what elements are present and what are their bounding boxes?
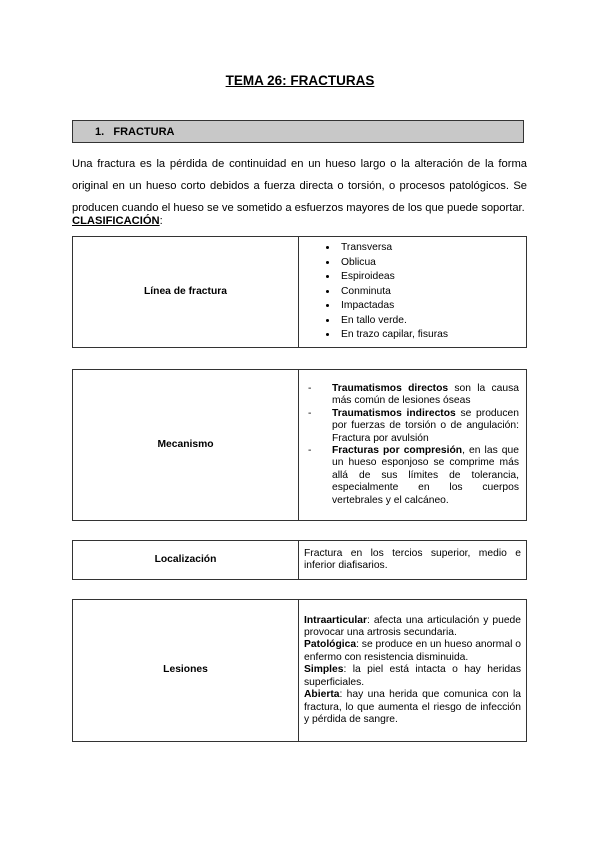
list-item: • En trazo capilar, fisuras: [338, 328, 521, 343]
item-text: : hay una herida que comunica con la fractura, lo que aumenta el riesgo de infección y pérdida de sangre.: [304, 689, 521, 725]
item-term: Traumatismos directos: [332, 382, 449, 394]
item-term: Intraarticular: [304, 614, 367, 626]
table-linea-fractura: [72, 236, 527, 348]
item-text: se producen por fuerzas de torsión o de angulación: Fractura por avulsión: [332, 407, 519, 444]
list-item: • Transversa: [338, 241, 521, 256]
item-term: Traumatismos indirectos: [332, 407, 456, 419]
list-item: • Espiroideas: [338, 270, 521, 285]
item-term: Abierta: [304, 689, 340, 701]
classification-suffix: :: [159, 215, 163, 227]
localizacion-label: Localización: [73, 541, 299, 580]
item-text: : se produce en un hueso anormal o enfermo con resistencia disminuida.: [304, 639, 521, 663]
item-term: Simples: [304, 664, 344, 676]
mecanismo-label: Mecanismo: [73, 370, 299, 521]
linea-list: [304, 241, 521, 343]
mecanismo-content: [299, 370, 527, 521]
item-text: , en las que un hueso esponjoso se comprime más allá de sus límites de tolerancia, especialmente en los cuerpos vertebrales y el calcáneo.: [332, 445, 519, 506]
lesion-item: [304, 664, 521, 689]
list-item: • En tallo verde.: [338, 314, 521, 329]
classification-heading: [72, 215, 163, 227]
section-number: 1.: [95, 126, 105, 138]
lesion-item: [304, 615, 521, 640]
mecanismo-list: [304, 383, 521, 507]
lesiones-label: Lesiones: [73, 600, 299, 742]
page-title: TEMA 26: FRACTURAS: [225, 73, 375, 88]
list-item: [332, 408, 521, 445]
item-term: Fracturas por compresión: [332, 445, 463, 456]
table-localizacion: [72, 540, 527, 580]
item-text: : la piel está intacta o hay heridas superficiales.: [304, 664, 521, 688]
list-item: [332, 383, 521, 408]
list-item: [332, 445, 521, 507]
section-label: FRACTURA: [113, 126, 175, 138]
item-text: : afecta una articulación y puede provocar una artrosis secundaria.: [304, 614, 521, 639]
list-item: • Impactadas: [338, 299, 521, 314]
localizacion-content: Fractura en los tercios superior, medio e inferior diafisarios.: [299, 541, 527, 580]
linea-content: [299, 237, 527, 348]
classification-label: CLASIFICACIÓN: [72, 215, 160, 227]
item-term: Patológica: [304, 639, 357, 651]
lesion-item: [304, 689, 521, 726]
item-text: son la causa más común de lesiones óseas: [332, 382, 519, 407]
intro-paragraph: Una fractura es la pérdida de continuidad en un hueso largo o la alteración de la forma original en un hueso corto debidos a fuerza directa o torsión, o procesos patológicos. Se producen cuando el hueso se ve sometido a esfuerzos mayores de los que puede soportar.: [72, 158, 527, 214]
linea-label: Línea de fractura: [73, 237, 299, 348]
table-lesiones: [72, 599, 527, 742]
section-header: [72, 120, 524, 143]
list-item: • Conminuta: [338, 285, 521, 300]
lesiones-content: [299, 600, 527, 742]
list-item: • Oblicua: [338, 256, 521, 271]
lesion-item: [304, 639, 521, 664]
table-mecanismo: [72, 369, 527, 521]
